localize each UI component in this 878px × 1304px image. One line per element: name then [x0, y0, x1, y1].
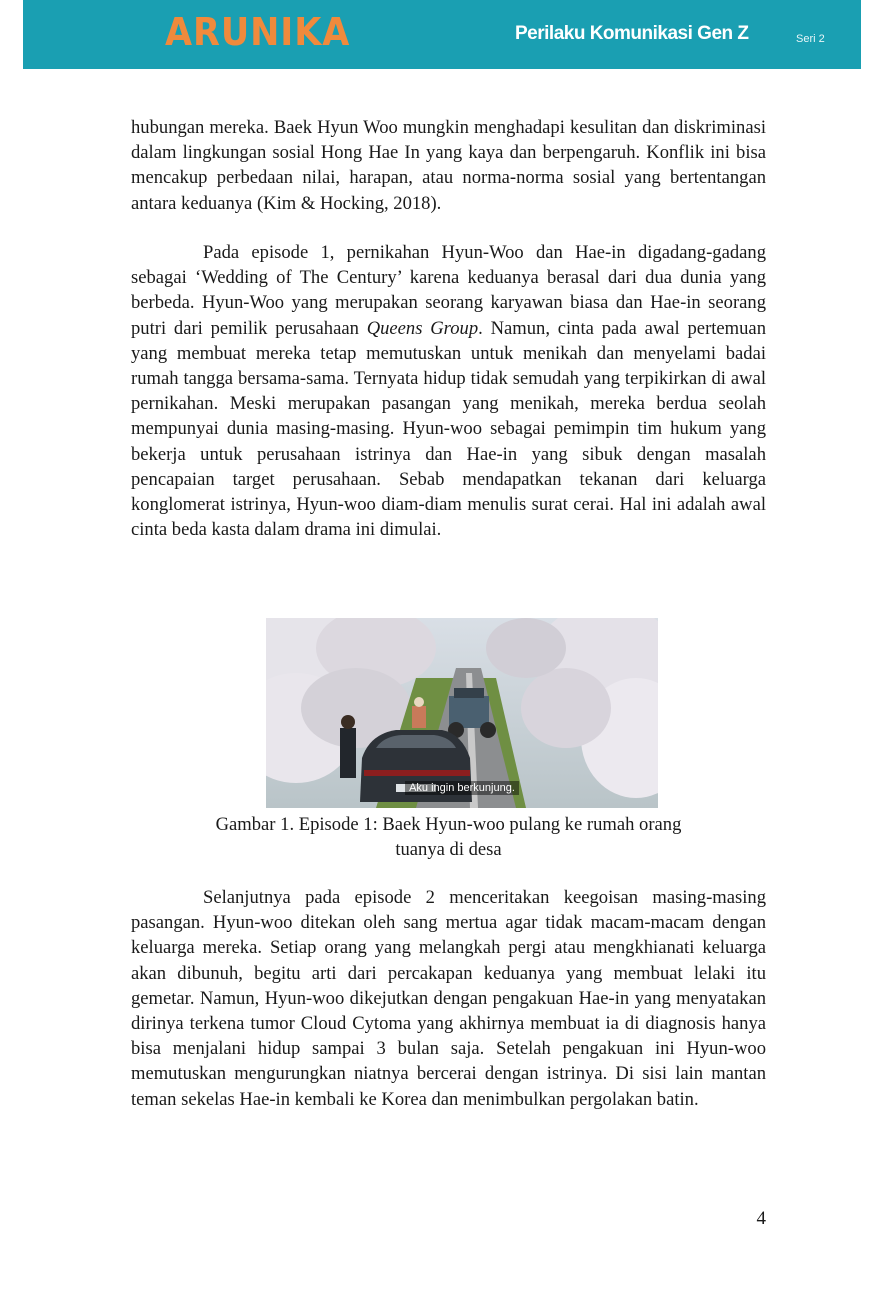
video-subtitle-text: Aku ingin berkunjung.	[405, 781, 519, 795]
paragraph-3: Selanjutnya pada episode 2 menceritakan keegoisan masing-masing pasangan. Hyun-woo ditekan oleh sang mertua agar tidak macam-macam dengan keluarga mereka. Setiap orang yang melangkah pergi atau mengkhianati keluarga akan dibunuh, begitu arti dari percakapan keduanya yang membuat lelaki itu gemetar. Namun, Hyun-woo dikejutkan dengan pengakuan Hae-in yang menyatakan dirinya terkena tumor Cloud Cytoma yang akhirnya membuat ia di diagnosis hanya bisa menjalani hidup sampai 3 bulan saja. Setelah pengakuan ini Hyun-woo memutuskan mengurungkan niatnya bercerai dengan istrinya. Di sisi lain mantan teman sekelas Hae-in kembali ke Korea dan menimbulkan pergolakan batin.	[131, 887, 766, 1110]
figure-caption	[131, 812, 766, 862]
queens-group-italic: Queens Group	[366, 317, 479, 339]
series-number: Seri 2	[796, 33, 825, 45]
figure-episode-1-image	[266, 618, 658, 808]
paragraph-2-text-b: . Namun, cinta pada awal pertemuan yang membuat mereka tetap memutuskan untuk menikah dan menyelami badai rumah tangga bersama-sama. Ternyata hidup tidak semudah yang terpikirkan di awal pernikahan. Meski merupakan pasangan yang menikah, mereka berdua seolah mempunyai dunia masing-masing. Hyun-woo sebagai pemimpin tim hukum yang bekerja untuk perusahaan istrinya dan Hae-in yang sibuk dengan masalah pencapaian target perusahaan. Sebab mendapatkan tekanan dari keluarga konglomerat istrinya, Hyun-woo diam-diam menulis surat cerai. Hal ini adalah awal cinta beda kasta dalam drama ini dimulai.	[131, 317, 766, 541]
series-title: Perilaku Komunikasi Gen Z	[515, 23, 749, 44]
header-band	[23, 0, 861, 69]
paragraph-2	[131, 240, 766, 542]
page-number: 4	[756, 1208, 766, 1229]
paragraph-2-text-a: Pada episode 1, pernikahan Hyun-Woo dan Hae-in digadang-gadang sebagai ‘Wedding of The Century’ karena keduanya berasal dari dua dunia yang berbeda. Hyun-Woo yang merupakan seorang karyawan biasa dan Hae-in seorang putri dari pemilik perusahaan	[131, 242, 766, 339]
paragraph-1: hubungan mereka. Baek Hyun Woo mungkin menghadapi kesulitan dan diskriminasi dalam lingkungan sosial Hong Hae In yang kaya dan berpengaruh. Konflik ini bisa mencakup perbedaan nilai, harapan, atau norma-norma sosial yang bertentangan antara keduanya (Kim & Hocking, 2018).	[131, 117, 766, 214]
video-subtitle	[266, 778, 658, 796]
caption-line-2: tuanya di desa	[395, 839, 502, 860]
caption-line-1: Gambar 1. Episode 1: Baek Hyun-woo pulang ke rumah orang	[215, 814, 682, 835]
brand-logo: ARUNIKA	[165, 10, 351, 54]
